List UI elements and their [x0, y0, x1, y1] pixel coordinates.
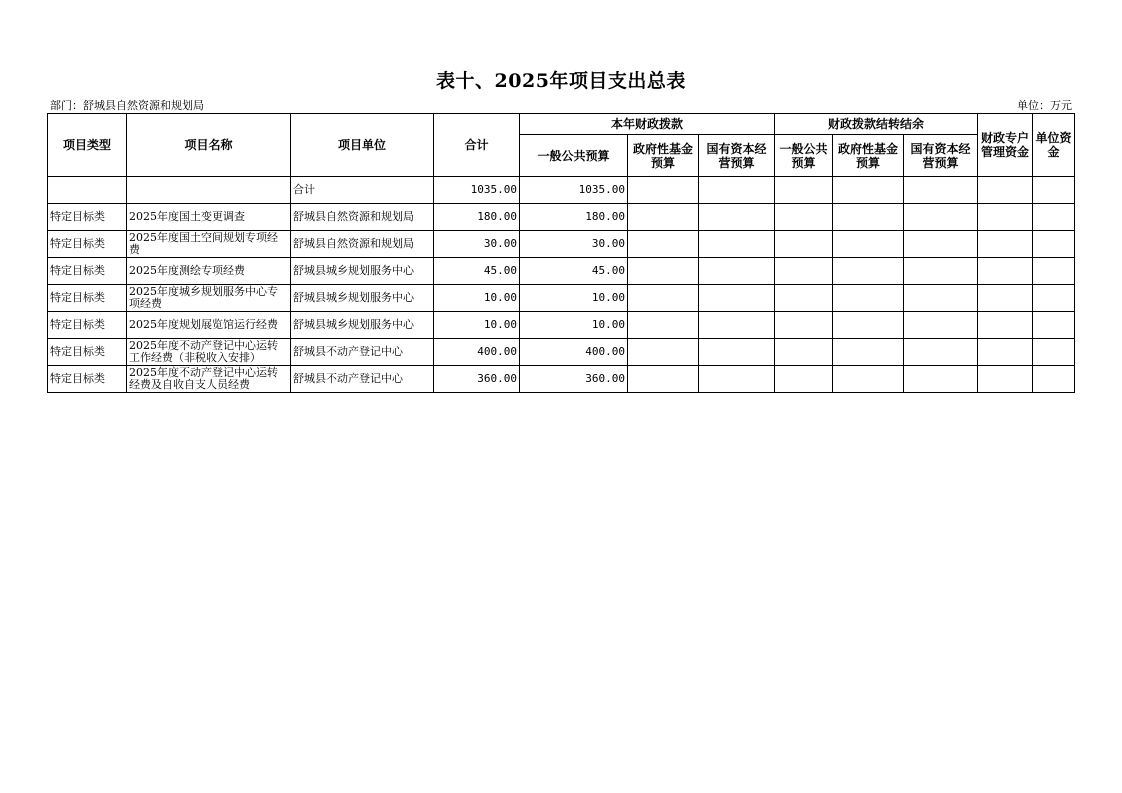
header-project-type: 项目类型: [48, 114, 127, 177]
row-unit: 舒城县自然资源和规划局: [291, 231, 434, 258]
row-type: 特定目标类: [48, 258, 127, 285]
total-row-general: 1035.00: [520, 177, 628, 204]
row-total: 360.00: [434, 366, 520, 393]
header-gov-fund: 政府性基金预算: [628, 135, 699, 177]
row-unit: 舒城县自然资源和规划局: [291, 204, 434, 231]
row-general: 10.00: [520, 312, 628, 339]
row-general: 45.00: [520, 258, 628, 285]
row-unit: 舒城县不动产登记中心: [291, 339, 434, 366]
row-name: 2025年度测绘专项经费: [127, 258, 291, 285]
header-carry-state-capital: 国有资本经营预算: [904, 135, 978, 177]
row-total: 180.00: [434, 204, 520, 231]
table-row: [48, 258, 1075, 285]
row-total: 10.00: [434, 312, 520, 339]
row-type: 特定目标类: [48, 285, 127, 312]
header-current-appropriation: 本年财政拨款: [520, 114, 775, 135]
page-title: 表十、2025年项目支出总表: [436, 70, 686, 92]
header-special-account: 财政专户管理资金: [978, 114, 1033, 177]
header-carryover: 财政拨款结转结余: [775, 114, 978, 135]
header-carry-gov-fund: 政府性基金预算: [833, 135, 904, 177]
row-name: 2025年度国土空间规划专项经费: [127, 231, 291, 258]
row-general: 10.00: [520, 285, 628, 312]
row-total: 400.00: [434, 339, 520, 366]
row-name: 2025年度国土变更调查: [127, 204, 291, 231]
header-carry-general: 一般公共预算: [775, 135, 833, 177]
row-general: 360.00: [520, 366, 628, 393]
row-type: 特定目标类: [48, 312, 127, 339]
table-row: [48, 366, 1075, 393]
department-label: 部门：舒城县自然资源和规划局: [50, 99, 204, 112]
unit-label: 单位：万元: [1017, 99, 1072, 112]
header-project-unit: 项目单位: [291, 114, 434, 177]
row-type: 特定目标类: [48, 339, 127, 366]
header-project-name: 项目名称: [127, 114, 291, 177]
row-general: 400.00: [520, 339, 628, 366]
row-total: 10.00: [434, 285, 520, 312]
row-general: 180.00: [520, 204, 628, 231]
table-row: [48, 312, 1075, 339]
row-name: 2025年度城乡规划服务中心专项经费: [127, 285, 291, 312]
row-type: 特定目标类: [48, 231, 127, 258]
row-type: 特定目标类: [48, 204, 127, 231]
table-row: [48, 339, 1075, 366]
row-total: 30.00: [434, 231, 520, 258]
row-total: 45.00: [434, 258, 520, 285]
total-row-label: 合计: [291, 177, 434, 204]
total-row-total: 1035.00: [434, 177, 520, 204]
row-general: 30.00: [520, 231, 628, 258]
row-unit: 舒城县城乡规划服务中心: [291, 312, 434, 339]
header-total: 合计: [434, 114, 520, 177]
header-unit-funds: 单位资金: [1033, 114, 1075, 177]
table-row: [48, 285, 1075, 312]
row-unit: 舒城县城乡规划服务中心: [291, 285, 434, 312]
project-expenditure-table: [47, 113, 1075, 393]
row-name: 2025年度不动产登记中心运转工作经费（非税收入安排）: [127, 339, 291, 366]
row-name: 2025年度不动产登记中心运转经费及自收自支人员经费: [127, 366, 291, 393]
row-type: 特定目标类: [48, 366, 127, 393]
table-row-total: [48, 177, 1075, 204]
header-general-budget: 一般公共预算: [520, 135, 628, 177]
table-row: [48, 204, 1075, 231]
row-unit: 舒城县城乡规划服务中心: [291, 258, 434, 285]
row-unit: 舒城县不动产登记中心: [291, 366, 434, 393]
table-row: [48, 231, 1075, 258]
row-name: 2025年度规划展览馆运行经费: [127, 312, 291, 339]
header-state-capital: 国有资本经营预算: [699, 135, 775, 177]
